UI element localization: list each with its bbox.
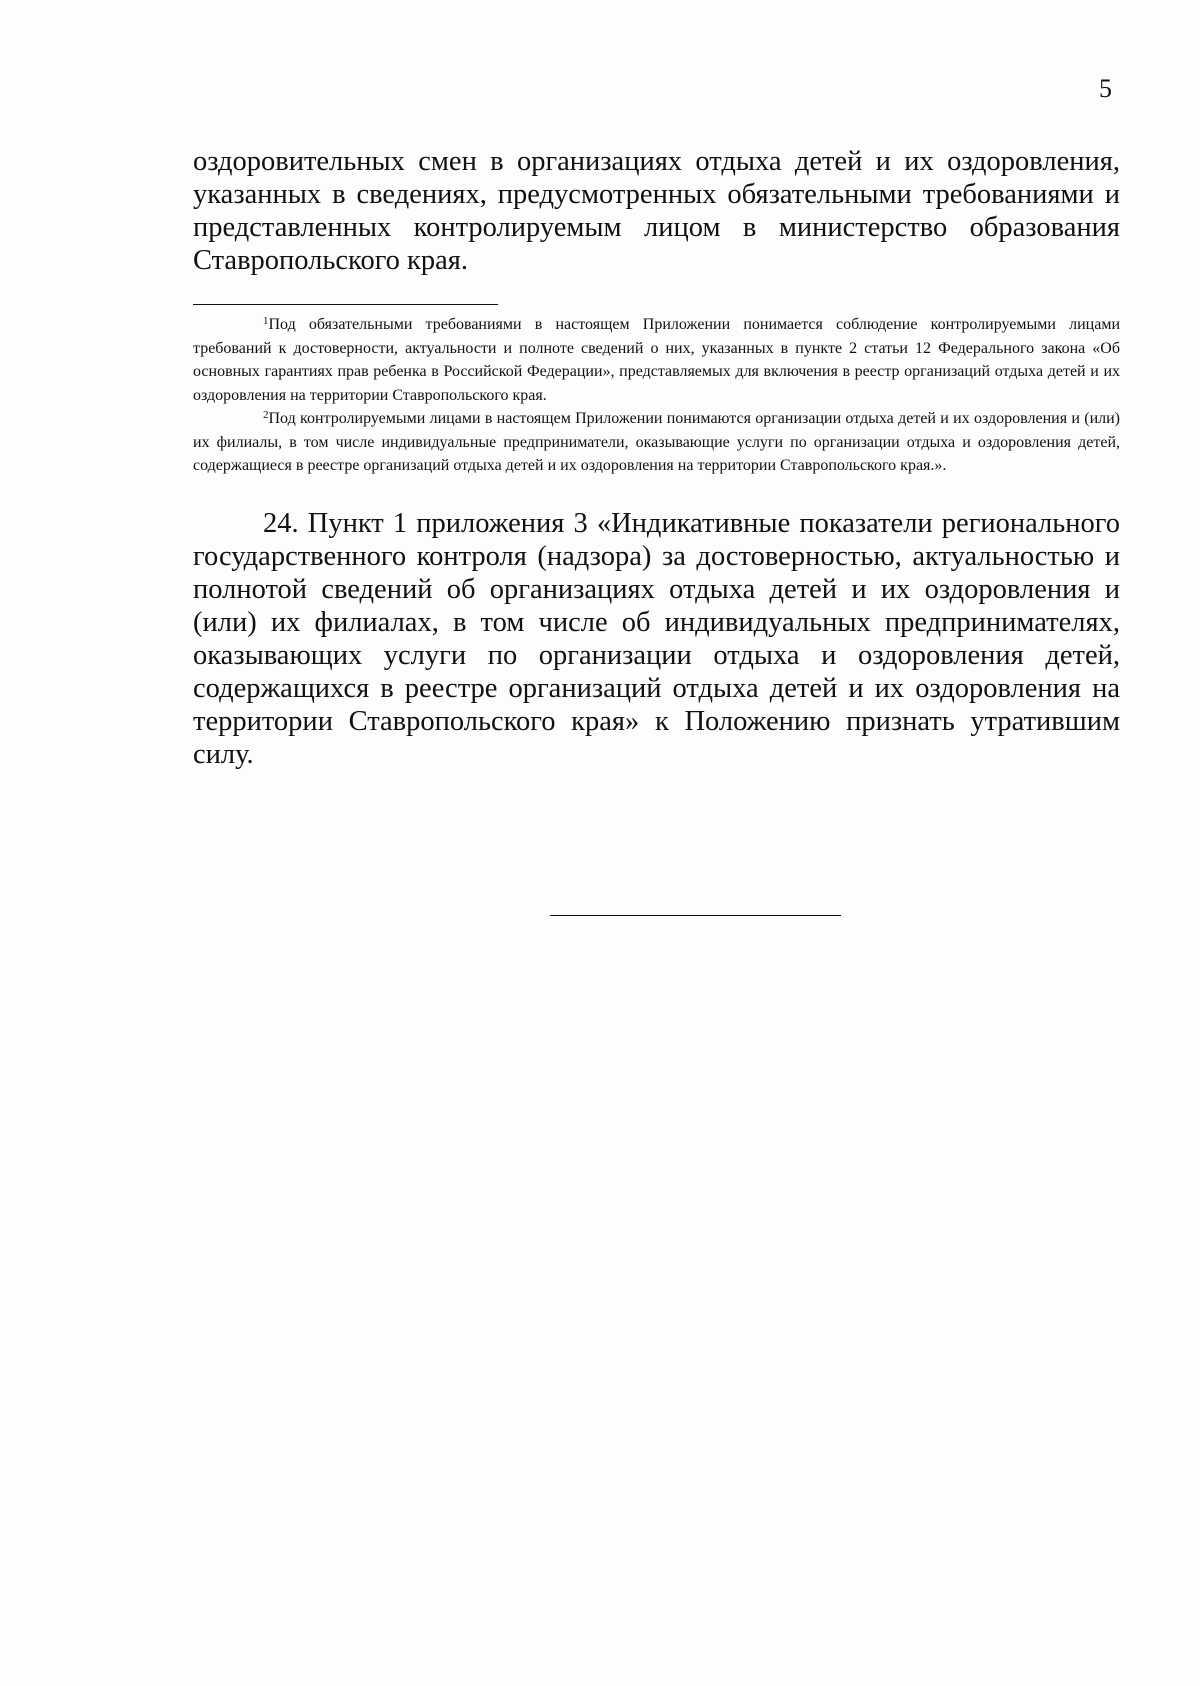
footnote-marker-1: 1 bbox=[263, 315, 269, 327]
footnote-separator bbox=[193, 304, 498, 305]
page-content bbox=[193, 145, 1120, 771]
page-number: 5 bbox=[1099, 74, 1112, 103]
continuation-paragraph: оздоровительных смен в организациях отдыха детей и их оздоровления, указанных в сведениях, предусмотренных обязательными требованиями и представленных контролируемым лицом в министерство образования Ставропольского края. bbox=[193, 146, 1120, 276]
document-end-line bbox=[550, 915, 841, 916]
footnote-text-2: Под контролируемыми лицами в настоящем Приложении понимаются организации отдыха детей и их оздоровления и (или) их филиалы, в том числе индивидуальные предприниматели, оказывающие услуги по организации отдыха и оздоровления детей, содержащиеся в реестре организаций отдыха детей и их оздоровления на территории Ставропольского края.». bbox=[193, 410, 1120, 474]
footnote-marker-2: 2 bbox=[263, 409, 269, 421]
footnote-1 bbox=[193, 313, 1120, 407]
footnote-2 bbox=[193, 407, 1120, 478]
footnote-text-1: Под обязательными требованиями в настоящем Приложении понимается соблюдение контролируемыми лицами требований к достоверности, актуальности и полноте сведений о них, указанных в пункте 2 статьи 12 Федерального закона «Об основных гарантиях прав ребенка в Российской Федерации», представляемых для включения в реестр организаций отдыха детей и их оздоровления на территории Ставропольского края. bbox=[193, 316, 1120, 404]
paragraph-24: 24. Пункт 1 приложения 3 «Индикативные показатели регионального государственного контроля (надзора) за достоверностью, актуальностью и полнотой сведений об организациях отдыха детей и их оздоровления и (или) их филиалах, в том числе об индивидуальных предпринимателях, оказывающих услуги по организации отдыха и оздоровления детей, содержащихся в реестре организаций отдыха детей и их оздоровления на территории Ставропольского края» к Положению признать утратившим силу. bbox=[193, 507, 1120, 770]
